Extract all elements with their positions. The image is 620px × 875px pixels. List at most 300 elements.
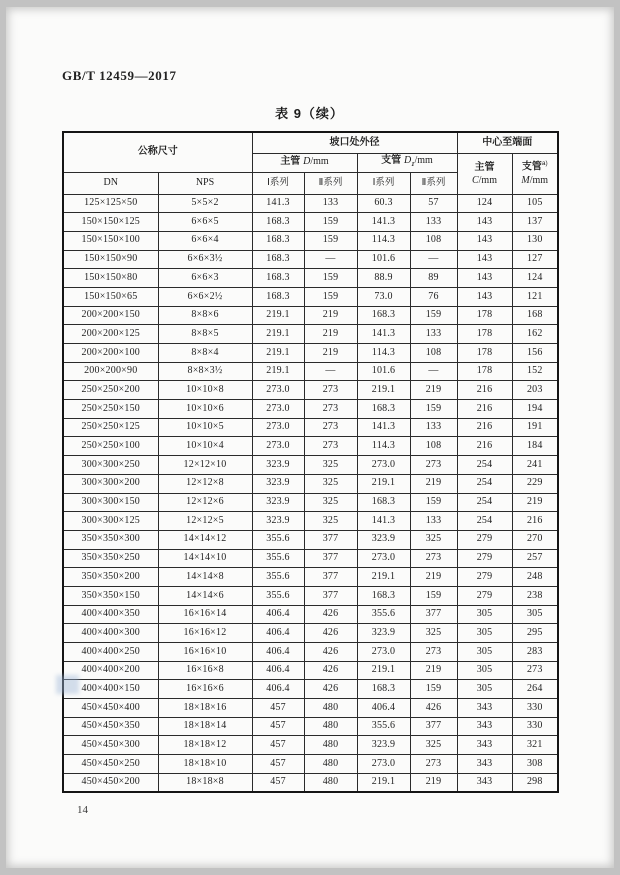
table-cell: 250×250×150: [63, 400, 158, 419]
standard-number: GB/T 12459—2017: [62, 68, 177, 83]
table-cell: 480: [304, 736, 357, 755]
table-cell: 143: [457, 213, 512, 232]
table-cell: 450×450×350: [63, 717, 158, 736]
table-cell: 6×6×3½: [158, 250, 252, 269]
table-cell: 305: [457, 624, 512, 643]
table-row: [63, 381, 558, 400]
table-row: [63, 325, 558, 344]
table-cell: 203: [512, 381, 558, 400]
header-branch-pipe-m: 支管$^{a)}$ M/mm: [512, 153, 558, 194]
table-cell: 480: [304, 699, 357, 718]
table-row: [63, 549, 558, 568]
table-cell: 219: [304, 306, 357, 325]
table-cell: 350×350×300: [63, 530, 158, 549]
table-cell: 168.3: [357, 493, 410, 512]
table-cell: 400×400×150: [63, 680, 158, 699]
table-cell: 200×200×90: [63, 362, 158, 381]
table-cell: 14×14×10: [158, 549, 252, 568]
table-cell: 330: [512, 699, 558, 718]
table-cell: 426: [304, 605, 357, 624]
header-branch-pipe-d1: 支管 $D_1/mm$: [357, 153, 457, 172]
table-cell: 330: [512, 717, 558, 736]
table-cell: 219.1: [357, 474, 410, 493]
table-header: [63, 132, 558, 194]
table-cell: 325: [304, 456, 357, 475]
table-cell: 377: [304, 568, 357, 587]
table-cell: 426: [304, 661, 357, 680]
table-row: [63, 306, 558, 325]
table-row: [63, 680, 558, 699]
table-row: [63, 269, 558, 288]
table-cell: —: [410, 250, 457, 269]
table-cell: 343: [457, 736, 512, 755]
table-row: [63, 530, 558, 549]
table-cell: 219.1: [252, 306, 304, 325]
table-cell: 273: [304, 437, 357, 456]
table-cell: 300×300×200: [63, 474, 158, 493]
table-cell: 168: [512, 306, 558, 325]
table-cell: 406.4: [252, 643, 304, 662]
table-cell: 325: [304, 512, 357, 531]
table-cell: 406.4: [252, 661, 304, 680]
table-cell: 305: [512, 605, 558, 624]
table-cell: 6×6×5: [158, 213, 252, 232]
table-cell: 143: [457, 250, 512, 269]
header-center-to-end-label: 中心至端面: [482, 136, 533, 148]
table-cell: 355.6: [252, 530, 304, 549]
table-cell: 114.3: [357, 231, 410, 250]
table-row: [63, 194, 558, 213]
table-cell: 200×200×100: [63, 344, 158, 363]
table-cell: 273: [304, 418, 357, 437]
table-cell: 254: [457, 493, 512, 512]
table-cell: 159: [410, 586, 457, 605]
table-cell: 323.9: [252, 493, 304, 512]
table-cell: 114.3: [357, 437, 410, 456]
header-nominal-size-label: 公称尺寸: [137, 146, 178, 157]
table-cell: 8×8×6: [158, 306, 252, 325]
table-cell: 10×10×5: [158, 418, 252, 437]
table-cell: 10×10×6: [158, 400, 252, 419]
table-row: [63, 344, 558, 363]
table-cell: 137: [512, 213, 558, 232]
table-cell: 350×350×200: [63, 568, 158, 587]
table-cell: 343: [457, 755, 512, 774]
table-cell: 219: [410, 661, 457, 680]
header-series-ii-main: Ⅱ系列: [304, 172, 357, 194]
table-cell: 377: [304, 530, 357, 549]
table-cell: 159: [410, 493, 457, 512]
table-cell: 279: [457, 586, 512, 605]
table-cell: 168.3: [357, 586, 410, 605]
table-cell: 124: [512, 269, 558, 288]
table-cell: 16×16×10: [158, 643, 252, 662]
table-cell: 377: [304, 586, 357, 605]
table-cell: 325: [410, 530, 457, 549]
table-cell: 168.3: [357, 680, 410, 699]
table-cell: 114.3: [357, 344, 410, 363]
table-cell: 273: [410, 643, 457, 662]
table-cell: 200×200×125: [63, 325, 158, 344]
table-cell: 12×12×8: [158, 474, 252, 493]
table-cell: 130: [512, 231, 558, 250]
table-cell: 12×12×6: [158, 493, 252, 512]
table-cell: 194: [512, 400, 558, 419]
table-cell: 323.9: [357, 736, 410, 755]
table-cell: 305: [457, 661, 512, 680]
table-cell: 406.4: [252, 605, 304, 624]
table-cell: 219.1: [252, 325, 304, 344]
table-row: [63, 474, 558, 493]
table-cell: 168.3: [357, 400, 410, 419]
table-cell: 300×300×125: [63, 512, 158, 531]
table-cell: 76: [410, 287, 457, 306]
footnote-marker: a): [541, 160, 548, 168]
table-cell: 254: [457, 512, 512, 531]
table-cell: 150×150×80: [63, 269, 158, 288]
table-cell: 323.9: [252, 456, 304, 475]
table-cell: 305: [457, 605, 512, 624]
table-cell: 60.3: [357, 194, 410, 213]
table-row: [63, 418, 558, 437]
table-cell: 168.3: [252, 213, 304, 232]
table-row: [63, 231, 558, 250]
table-cell: 400×400×300: [63, 624, 158, 643]
table-cell: 159: [304, 269, 357, 288]
table-cell: 355.6: [252, 549, 304, 568]
table-cell: 300×300×150: [63, 493, 158, 512]
table-cell: 219.1: [357, 381, 410, 400]
table-cell: 273.0: [252, 437, 304, 456]
table-row: [63, 213, 558, 232]
table-cell: 14×14×12: [158, 530, 252, 549]
table-cell: 377: [410, 717, 457, 736]
table-cell: 219.1: [252, 344, 304, 363]
table-cell: 350×350×150: [63, 586, 158, 605]
table-cell: 273: [304, 400, 357, 419]
table-cell: 216: [457, 381, 512, 400]
table-cell: 219: [410, 568, 457, 587]
table-cell: 298: [512, 773, 558, 792]
table-cell: 141.3: [357, 418, 410, 437]
table-cell: 159: [410, 680, 457, 699]
table-cell: 219: [304, 325, 357, 344]
table-cell: 325: [304, 474, 357, 493]
table-cell: 184: [512, 437, 558, 456]
table-cell: 178: [457, 325, 512, 344]
table-row: [63, 736, 558, 755]
table-cell: 400×400×350: [63, 605, 158, 624]
table-cell: 127: [512, 250, 558, 269]
table-cell: 273: [410, 456, 457, 475]
table-cell: 450×450×200: [63, 773, 158, 792]
table-cell: 325: [410, 736, 457, 755]
table-cell: 133: [410, 213, 457, 232]
table-cell: 16×16×8: [158, 661, 252, 680]
table-cell: 18×18×14: [158, 717, 252, 736]
table-cell: 273.0: [252, 381, 304, 400]
table-cell: 143: [457, 269, 512, 288]
table-cell: 5×5×2: [158, 194, 252, 213]
table-row: [63, 362, 558, 381]
table-cell: 133: [410, 418, 457, 437]
table-cell: 159: [304, 287, 357, 306]
table-cell: 159: [304, 231, 357, 250]
table-cell: 273: [410, 755, 457, 774]
table-cell: 200×200×150: [63, 306, 158, 325]
header-bevel-od-label: 坡口处外径: [329, 136, 380, 148]
table-cell: 216: [512, 512, 558, 531]
table-cell: 89: [410, 269, 457, 288]
table-body: [63, 194, 558, 792]
table-row: [63, 661, 558, 680]
table-row: [63, 699, 558, 718]
table-cell: 426: [304, 643, 357, 662]
table-cell: 88.9: [357, 269, 410, 288]
table-cell: 270: [512, 530, 558, 549]
table-row: [63, 755, 558, 774]
table-cell: 16×16×12: [158, 624, 252, 643]
table-cell: 377: [304, 549, 357, 568]
header-nps: NPS: [158, 172, 252, 194]
table-cell: 168.3: [252, 231, 304, 250]
table-cell: 219.1: [357, 568, 410, 587]
table-caption: 表 9（续）: [275, 106, 344, 121]
table-cell: 18×18×10: [158, 755, 252, 774]
header-series-i-branch: Ⅰ系列: [357, 172, 410, 194]
table-cell: 8×8×4: [158, 344, 252, 363]
table-cell: 16×16×14: [158, 605, 252, 624]
table-cell: 143: [457, 231, 512, 250]
table-cell: 426: [304, 680, 357, 699]
header-center-to-end: [457, 132, 558, 153]
table-row: [63, 605, 558, 624]
table-cell: 133: [410, 512, 457, 531]
table-cell: 250×250×100: [63, 437, 158, 456]
table-cell: 191: [512, 418, 558, 437]
table-cell: 133: [304, 194, 357, 213]
table-cell: 350×350×250: [63, 549, 158, 568]
table-cell: 406.4: [252, 680, 304, 699]
table-cell: 457: [252, 699, 304, 718]
table-cell: 159: [410, 400, 457, 419]
header-bevel-od: [252, 132, 457, 153]
table-cell: 219: [304, 344, 357, 363]
table-cell: 150×150×100: [63, 231, 158, 250]
table-cell: 219: [410, 474, 457, 493]
table-cell: 178: [457, 306, 512, 325]
table-cell: 241: [512, 456, 558, 475]
table-cell: 480: [304, 755, 357, 774]
table-cell: 273.0: [357, 456, 410, 475]
table-cell: 219: [512, 493, 558, 512]
table-cell: 254: [457, 456, 512, 475]
table-cell: 279: [457, 549, 512, 568]
table-cell: 219.1: [252, 362, 304, 381]
table-cell: 480: [304, 717, 357, 736]
table-cell: 168.3: [357, 306, 410, 325]
table-cell: 150×150×90: [63, 250, 158, 269]
table-cell: 168.3: [252, 287, 304, 306]
table-cell: 450×450×300: [63, 736, 158, 755]
dimension-table: [62, 131, 559, 793]
table-row: [63, 586, 558, 605]
table-cell: 178: [457, 344, 512, 363]
table-row: [63, 493, 558, 512]
table-row: [63, 717, 558, 736]
table-cell: 426: [304, 624, 357, 643]
table-cell: 264: [512, 680, 558, 699]
table-cell: 101.6: [357, 250, 410, 269]
table-cell: 325: [410, 624, 457, 643]
table-cell: 156: [512, 344, 558, 363]
table-cell: 8×8×3½: [158, 362, 252, 381]
table-row: [63, 773, 558, 792]
table-cell: 273.0: [357, 755, 410, 774]
table-cell: 101.6: [357, 362, 410, 381]
table-cell: 16×16×6: [158, 680, 252, 699]
table-cell: 343: [457, 699, 512, 718]
table-cell: 457: [252, 717, 304, 736]
table-cell: 321: [512, 736, 558, 755]
table-cell: 18×18×8: [158, 773, 252, 792]
table-cell: 457: [252, 755, 304, 774]
table-cell: 12×12×5: [158, 512, 252, 531]
table-row: [63, 437, 558, 456]
table-cell: 343: [457, 773, 512, 792]
table-cell: 400×400×200: [63, 661, 158, 680]
table-cell: 323.9: [252, 512, 304, 531]
table-cell: 355.6: [252, 586, 304, 605]
table-cell: 141.3: [357, 325, 410, 344]
table-cell: 323.9: [252, 474, 304, 493]
table-cell: 57: [410, 194, 457, 213]
table-cell: 279: [457, 530, 512, 549]
table-cell: 305: [457, 643, 512, 662]
table-cell: 168.3: [252, 250, 304, 269]
table-cell: 457: [252, 773, 304, 792]
table-cell: 238: [512, 586, 558, 605]
header-series-ii-branch: Ⅱ系列: [410, 172, 457, 194]
table-cell: 150×150×125: [63, 213, 158, 232]
table-cell: 305: [457, 680, 512, 699]
table-row: [63, 287, 558, 306]
table-cell: 216: [457, 400, 512, 419]
header-nominal-size: [63, 132, 252, 172]
table-cell: 141.3: [252, 194, 304, 213]
table-row: [63, 250, 558, 269]
table-cell: 300×300×250: [63, 456, 158, 475]
table-cell: 279: [457, 568, 512, 587]
table-cell: 216: [457, 418, 512, 437]
table-cell: 219.1: [357, 773, 410, 792]
table-cell: 141.3: [357, 213, 410, 232]
table-cell: 355.6: [357, 605, 410, 624]
table-cell: 6×6×2½: [158, 287, 252, 306]
table-row: [63, 400, 558, 419]
table-cell: 14×14×8: [158, 568, 252, 587]
table-cell: 105: [512, 194, 558, 213]
table-cell: 400×400×250: [63, 643, 158, 662]
table-cell: 219: [410, 773, 457, 792]
table-cell: 10×10×8: [158, 381, 252, 400]
table-cell: 377: [410, 605, 457, 624]
table-cell: 178: [457, 362, 512, 381]
table-cell: 273.0: [357, 549, 410, 568]
table-cell: 159: [410, 306, 457, 325]
table-cell: 229: [512, 474, 558, 493]
table-cell: 18×18×12: [158, 736, 252, 755]
table-cell: 273: [304, 381, 357, 400]
table-cell: —: [410, 362, 457, 381]
table-cell: 159: [304, 213, 357, 232]
table-cell: 273: [410, 549, 457, 568]
table-row: [63, 456, 558, 475]
table-cell: 283: [512, 643, 558, 662]
table-cell: 426: [410, 699, 457, 718]
table-cell: —: [304, 250, 357, 269]
table-cell: 355.6: [357, 717, 410, 736]
table-cell: 406.4: [357, 699, 410, 718]
table-cell: 323.9: [357, 624, 410, 643]
table-row: [63, 624, 558, 643]
table-cell: 355.6: [252, 568, 304, 587]
table-cell: 450×450×400: [63, 699, 158, 718]
table-cell: 250×250×200: [63, 381, 158, 400]
table-cell: 323.9: [357, 530, 410, 549]
table-cell: 450×450×250: [63, 755, 158, 774]
table-cell: 254: [457, 474, 512, 493]
table-cell: —: [304, 362, 357, 381]
table-row: [63, 512, 558, 531]
table-cell: 18×18×16: [158, 699, 252, 718]
table-cell: 216: [457, 437, 512, 456]
table-cell: 108: [410, 437, 457, 456]
scanned-page: [6, 7, 614, 868]
table-cell: 108: [410, 231, 457, 250]
table-cell: 273.0: [252, 418, 304, 437]
table-cell: 143: [457, 287, 512, 306]
table-cell: 12×12×10: [158, 456, 252, 475]
table-cell: 125×125×50: [63, 194, 158, 213]
table-cell: 406.4: [252, 624, 304, 643]
page-number: 14: [77, 804, 88, 816]
table-cell: 6×6×4: [158, 231, 252, 250]
table-cell: 343: [457, 717, 512, 736]
table-cell: 295: [512, 624, 558, 643]
table-cell: 14×14×6: [158, 586, 252, 605]
table-cell: 457: [252, 736, 304, 755]
table-cell: 273.0: [357, 643, 410, 662]
header-main-pipe-d: 主管 D/mm: [252, 153, 357, 172]
table-cell: 273: [512, 661, 558, 680]
header-main-pipe-c: 主管 C/mm: [457, 153, 512, 194]
table-cell: 73.0: [357, 287, 410, 306]
table-cell: 162: [512, 325, 558, 344]
table-row: [63, 643, 558, 662]
table-cell: 219.1: [357, 661, 410, 680]
table-cell: 6×6×3: [158, 269, 252, 288]
table-cell: 121: [512, 287, 558, 306]
table-cell: 133: [410, 325, 457, 344]
table-cell: 325: [304, 493, 357, 512]
table-cell: 257: [512, 549, 558, 568]
table-cell: 124: [457, 194, 512, 213]
table-cell: 250×250×125: [63, 418, 158, 437]
table-cell: 141.3: [357, 512, 410, 531]
table-cell: 152: [512, 362, 558, 381]
table-cell: 108: [410, 344, 457, 363]
